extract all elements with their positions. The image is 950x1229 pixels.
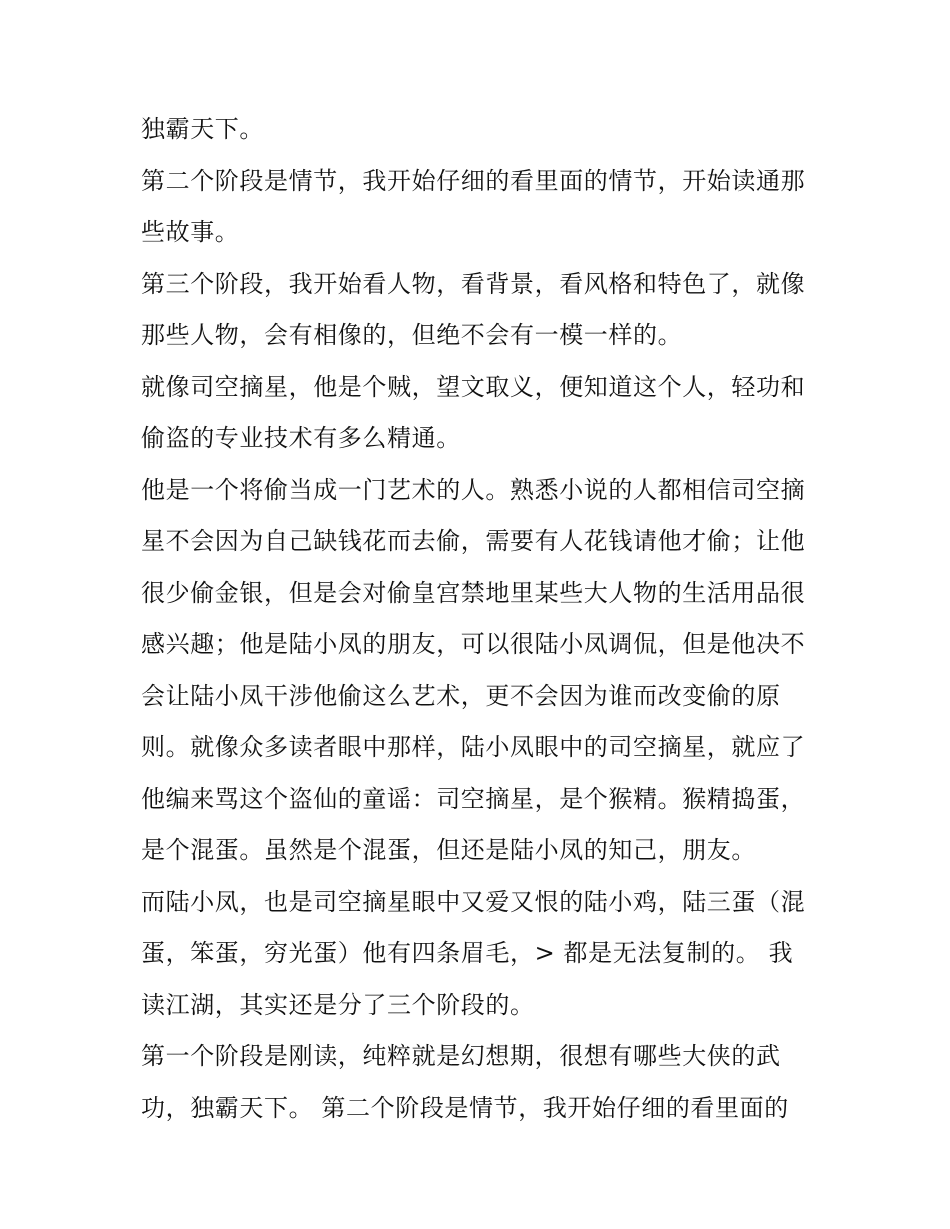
text-line: 他编来骂这个盗仙的童谣：司空摘星，是个猴精。猴精捣蛋，: [141, 784, 806, 813]
text-line: 蛋，笨蛋，穷光蛋）他有四条眉毛，> 都是无法复制的。 我: [141, 939, 794, 967]
text-line: 些故事。: [141, 218, 240, 246]
text-line: 是个混蛋。虽然是个混蛋，但还是陆小凤的知己，朋友。: [141, 836, 756, 864]
text-line: 第三个阶段，我开始看人物，看背景，看风格和特色了，就像: [141, 269, 806, 298]
text-line: 那些人物，会有相像的，但绝不会有一模一样的。: [141, 321, 683, 349]
text-line: 第二个阶段是情节，我开始仔细的看里面的情节，开始读通那: [141, 166, 806, 195]
text-line: 感兴趣；他是陆小凤的朋友，可以很陆小凤调侃，但是他决不: [141, 630, 806, 658]
text-line: 则。就像众多读者眼中那样，陆小凤眼中的司空摘星，就应了: [141, 733, 806, 761]
text-line: 而陆小凤，也是司空摘星眼中又爱又恨的陆小鸡，陆三蛋（混: [141, 887, 806, 916]
text-line: 他是一个将偷当成一门艺术的人。熟悉小说的人都相信司空摘: [141, 475, 806, 504]
text-line: 会让陆小凤干涉他偷这么艺术，更不会因为谁而改变偷的原: [141, 681, 781, 710]
text-line: 偷盗的专业技术有多么精通。: [141, 424, 461, 452]
text-line: 独霸天下。: [141, 115, 264, 143]
text-line: 很少偷金银，但是会对偷皇宫禁地里某些大人物的生活用品很: [141, 578, 806, 607]
text-line: 读江湖，其实还是分了三个阶段的。: [141, 990, 535, 1019]
document-body: [141, 104, 821, 1134]
text-line: 第一个阶段是刚读，纯粹就是幻想期，很想有哪些大侠的武: [141, 1042, 781, 1070]
text-line: 就像司空摘星，他是个贼，望文取义，便知道这个人，轻功和: [141, 372, 806, 401]
text-line: 星不会因为自己缺钱花而去偷，需要有人花钱请他才偷；让他: [141, 527, 806, 555]
text-line: 功，独霸天下。 第二个阶段是情节，我开始仔细的看里面的: [141, 1093, 789, 1122]
